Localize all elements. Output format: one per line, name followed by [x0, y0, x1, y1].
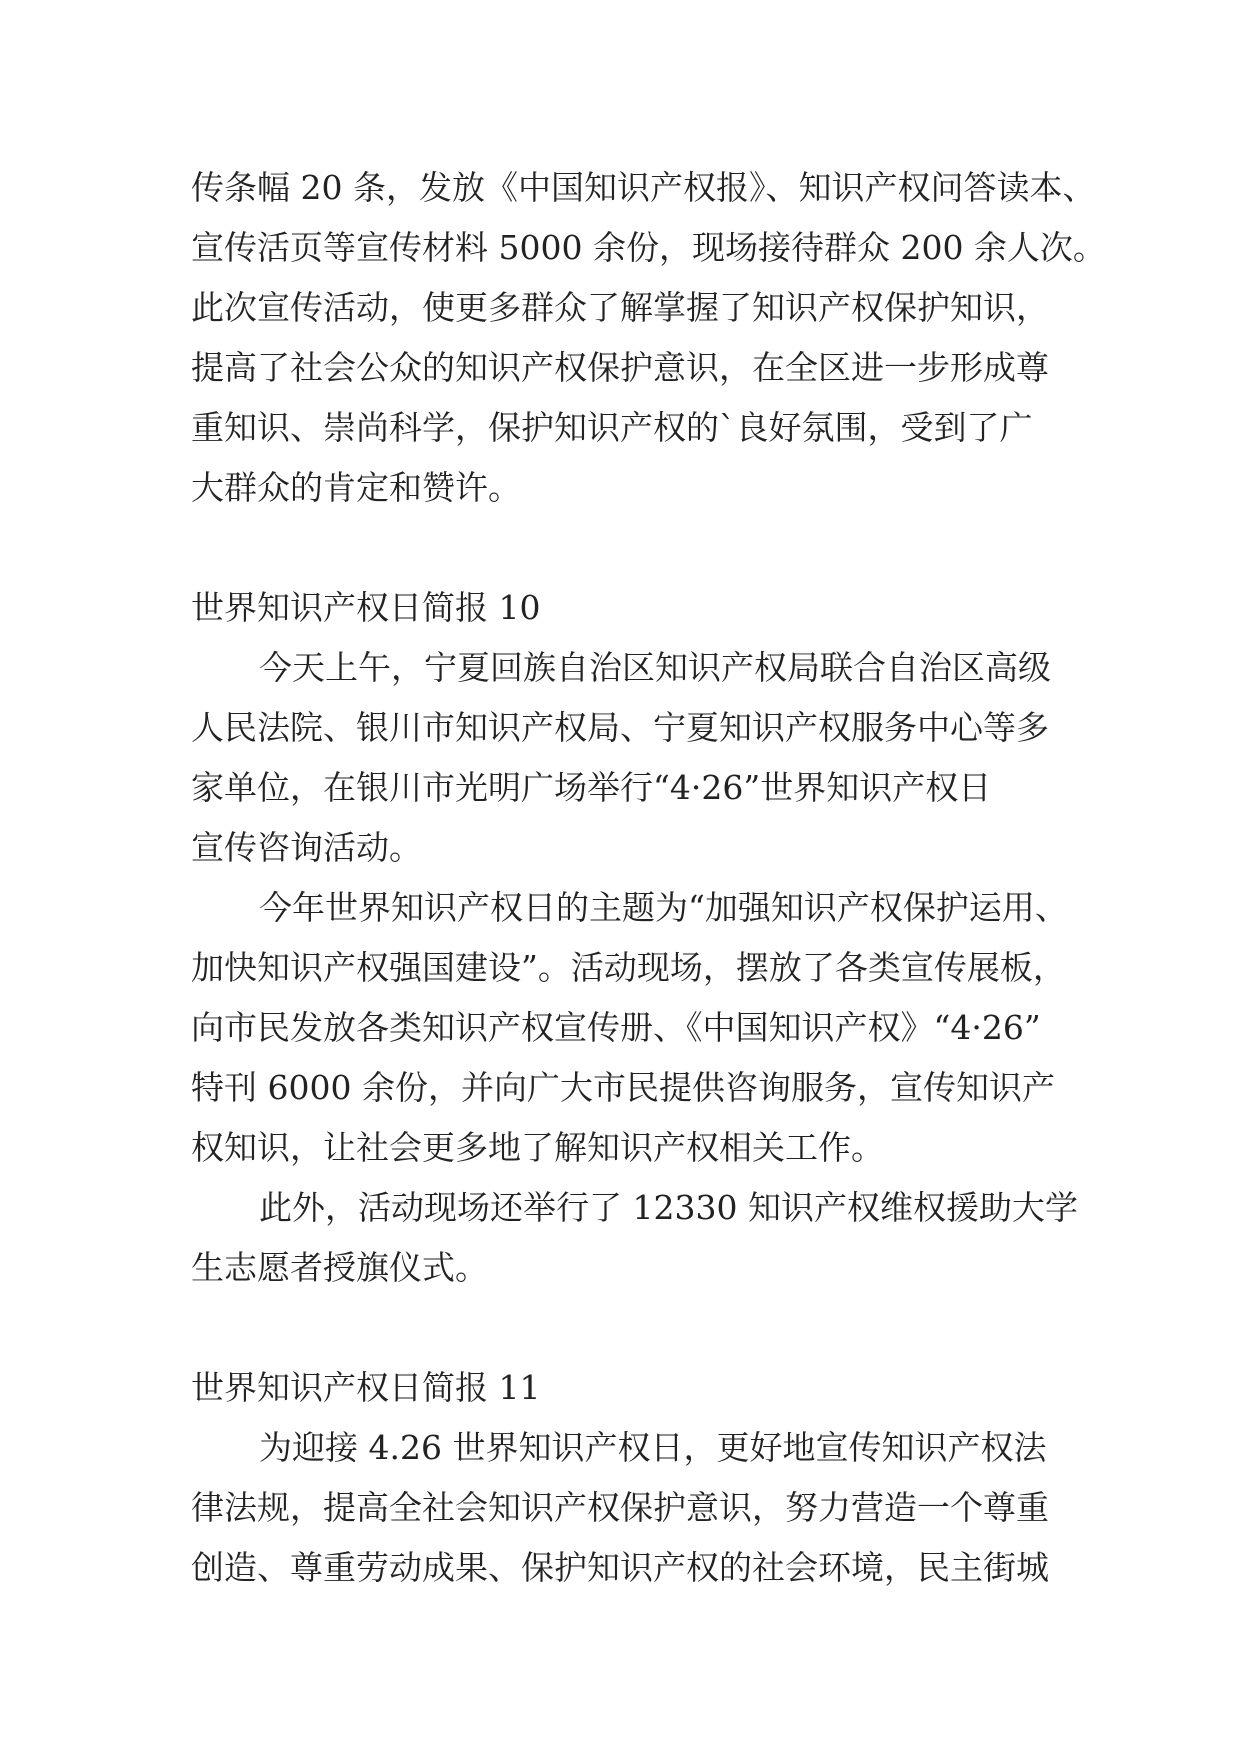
section-spacer — [191, 1298, 1055, 1358]
text-line: 此外，活动现场还举行了 12330 知识产权维权援助大学 — [259, 1188, 1078, 1227]
text-line: 今天上午，宁夏回族自治区知识产权局联合自治区高级 — [259, 648, 1051, 687]
section-briefing-11 — [191, 1358, 1055, 1598]
section-heading: 世界知识产权日简报 11 — [191, 1368, 541, 1407]
paragraph — [191, 638, 1055, 878]
paragraph — [191, 1178, 1078, 1298]
document-body — [191, 158, 1106, 1598]
section-briefing-10 — [191, 578, 1078, 1298]
text-line: 大群众的肯定和赞许。 — [191, 468, 521, 507]
text-line: 宣传活页等宣传材料 5000 余份，现场接待群众 200 余人次。 — [191, 228, 1106, 267]
text-line: 向市民发放各类知识产权宣传册、《中国知识产权》“4·26” — [191, 1008, 1041, 1047]
paragraph — [191, 878, 1068, 1178]
text-line: 人民法院、银川市知识产权局、宁夏知识产权服务中心等多 — [191, 708, 1049, 747]
intro-paragraph — [191, 158, 1106, 518]
text-line: 传条幅 20 条，发放《中国知识产权报》、知识产权问答读本、 — [191, 168, 1096, 207]
text-line: 今年世界知识产权日的主题为“加强知识产权保护运用、 — [259, 888, 1068, 927]
text-line: 特刊 6000 余份，并向广大市民提供咨询服务，宣传知识产 — [191, 1068, 1055, 1107]
text-line: 此次宣传活动，使更多群众了解掌握了知识产权保护知识， — [191, 288, 1049, 327]
paragraph — [191, 1418, 1055, 1598]
text-line: 权知识，让社会更多地了解知识产权相关工作。 — [191, 1128, 884, 1167]
text-line: 宣传咨询活动。 — [191, 828, 422, 867]
text-line: 重知识、崇尚科学，保护知识产权的`良好氛围，受到了广 — [191, 408, 1033, 447]
text-line: 创造、尊重劳动成果、保护知识产权的社会环境，民主街城 — [191, 1548, 1049, 1587]
section-spacer — [191, 518, 1055, 578]
text-line: 加快知识产权强国建设”。活动现场，摆放了各类宣传展板， — [191, 948, 1066, 987]
text-line: 为迎接 4.26 世界知识产权日，更好地宣传知识产权法 — [259, 1428, 1047, 1467]
text-line: 生志愿者授旗仪式。 — [191, 1248, 488, 1287]
text-line: 家单位，在银川市光明广场举行“4·26”世界知识产权日 — [191, 768, 992, 807]
section-heading: 世界知识产权日简报 10 — [191, 588, 541, 627]
text-line: 提高了社会公众的知识产权保护意识，在全区进一步形成尊 — [191, 348, 1049, 387]
text-line: 律法规，提高全社会知识产权保护意识，努力营造一个尊重 — [191, 1488, 1049, 1527]
